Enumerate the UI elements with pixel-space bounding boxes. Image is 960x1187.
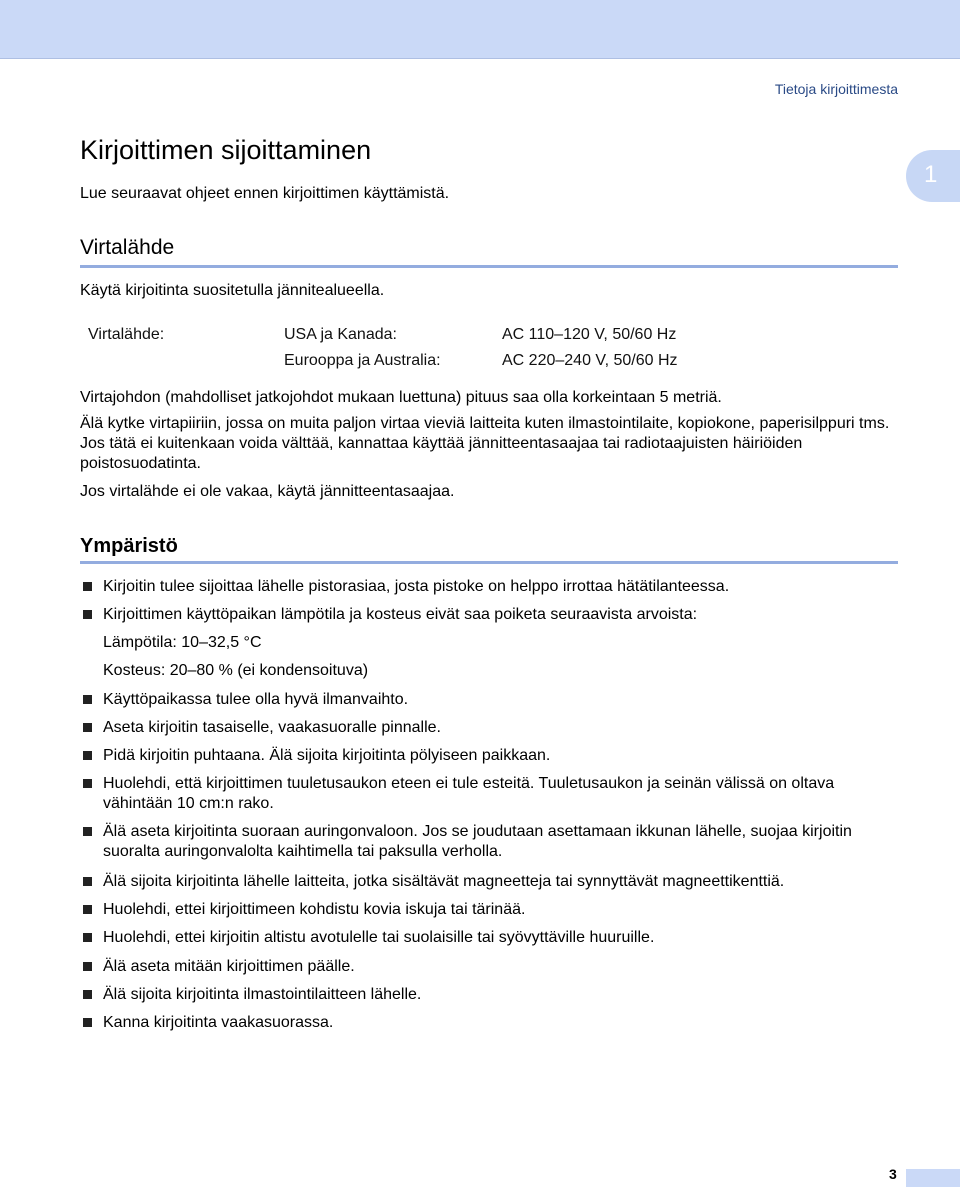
list-item: Pidä kirjoitin puhtaana. Älä sijoita kirjoitinta pölyiseen paikkaan.: [80, 746, 900, 766]
power-table-value: AC 220–240 V, 50/60 Hz: [502, 352, 678, 369]
bullet-square-icon: [83, 610, 92, 619]
intro-text: Lue seuraavat ohjeet ennen kirjoittimen käyttämistä.: [80, 185, 450, 202]
bullet-square-icon: [83, 1018, 92, 1027]
bullet-square-icon: [83, 827, 92, 836]
bullet-square-icon: [83, 877, 92, 886]
temperature-condition: Lämpötila: 10–32,5 °C: [103, 634, 262, 651]
bullet-square-icon: [83, 751, 92, 760]
page-title: Kirjoittimen sijoittaminen: [80, 135, 372, 165]
power-paragraph: Virtajohdon (mahdolliset jatkojohdot mukaan luettuna) pituus saa olla korkeintaan 5 metriä.: [80, 389, 722, 406]
power-table-region: USA ja Kanada:: [284, 326, 397, 343]
running-title: Tietoja kirjoittimesta: [774, 81, 898, 97]
page-number: 3: [889, 1166, 897, 1182]
humidity-condition: Kosteus: 20–80 % (ei kondensoituva): [103, 662, 369, 679]
list-item: Kirjoitin tulee sijoittaa lähelle pistorasiaa, josta pistoke on helppo irrottaa hätätilanteessa.: [80, 577, 900, 597]
power-paragraph: Jos virtalähde ei ole vakaa, käytä jännitteentasaajaa.: [80, 483, 455, 500]
list-item: Aseta kirjoitin tasaiselle, vaakasuoralle pinnalle.: [80, 718, 900, 738]
list-item: Älä aseta mitään kirjoittimen päälle.: [80, 957, 900, 977]
bullet-square-icon: [83, 905, 92, 914]
power-heading: Virtalähde: [80, 236, 175, 259]
list-item: Kirjoittimen käyttöpaikan lämpötila ja kosteus eivät saa poiketa seuraavista arvoista:: [80, 605, 900, 625]
bullet-square-icon: [83, 990, 92, 999]
power-heading-rule: [80, 265, 898, 268]
list-item: Älä sijoita kirjoitinta ilmastointilaitteen lähelle.: [80, 985, 900, 1005]
power-paragraph: Älä kytke virtapiiriin, jossa on muita paljon virtaa vieviä laitteita kuten ilmastointilaite, kopiokone, paperisilppuri tms. Jos tätä ei kuitenkaan voida välttää, kannattaa käyttää jännitteentasaajaa tai radiotaajuisten häiriöiden poistosuodatinta.: [80, 415, 890, 472]
power-intro: Käytä kirjoitinta suositetulla jännitealueella.: [80, 282, 385, 299]
bullet-square-icon: [83, 582, 92, 591]
footer-bar: [906, 1169, 960, 1187]
header-bar: [0, 0, 960, 59]
environment-heading: Ympäristö: [80, 535, 178, 557]
list-item: Käyttöpaikassa tulee olla hyvä ilmanvaihto.: [80, 690, 900, 710]
power-table-value: AC 110–120 V, 50/60 Hz: [502, 326, 677, 343]
environment-heading-rule: [80, 561, 898, 564]
bullet-square-icon: [83, 723, 92, 732]
list-item: Huolehdi, ettei kirjoitin altistu avotulelle tai suolaisille tai syövyttäville huuruille.: [80, 928, 900, 948]
bullet-square-icon: [83, 933, 92, 942]
list-item: Älä aseta kirjoitinta suoraan auringonvaloon. Jos se joudutaan asettamaan ikkunan lähelle, suojaa kirjoitin suoralta auringonvalolta kaihtimella tai paksulla verholla.: [80, 822, 900, 862]
list-item: Huolehdi, ettei kirjoittimeen kohdistu kovia iskuja tai tärinää.: [80, 900, 900, 920]
power-table-region: Eurooppa ja Australia:: [284, 352, 441, 369]
chapter-tab: [906, 150, 960, 202]
bullet-square-icon: [83, 695, 92, 704]
bullet-square-icon: [83, 962, 92, 971]
power-table-label: Virtalähde:: [88, 326, 165, 343]
bullet-square-icon: [83, 779, 92, 788]
list-item: Älä sijoita kirjoitinta lähelle laitteita, jotka sisältävät magneetteja tai synnyttävät magneettikenttiä.: [80, 872, 900, 892]
list-item: Huolehdi, että kirjoittimen tuuletusaukon eteen ei tule esteitä. Tuuletusaukon ja seinän välissä on oltava vähintään 10 cm:n rako.: [80, 774, 900, 814]
list-item: Kanna kirjoitinta vaakasuorassa.: [80, 1013, 900, 1033]
chapter-number: 1: [924, 161, 938, 188]
